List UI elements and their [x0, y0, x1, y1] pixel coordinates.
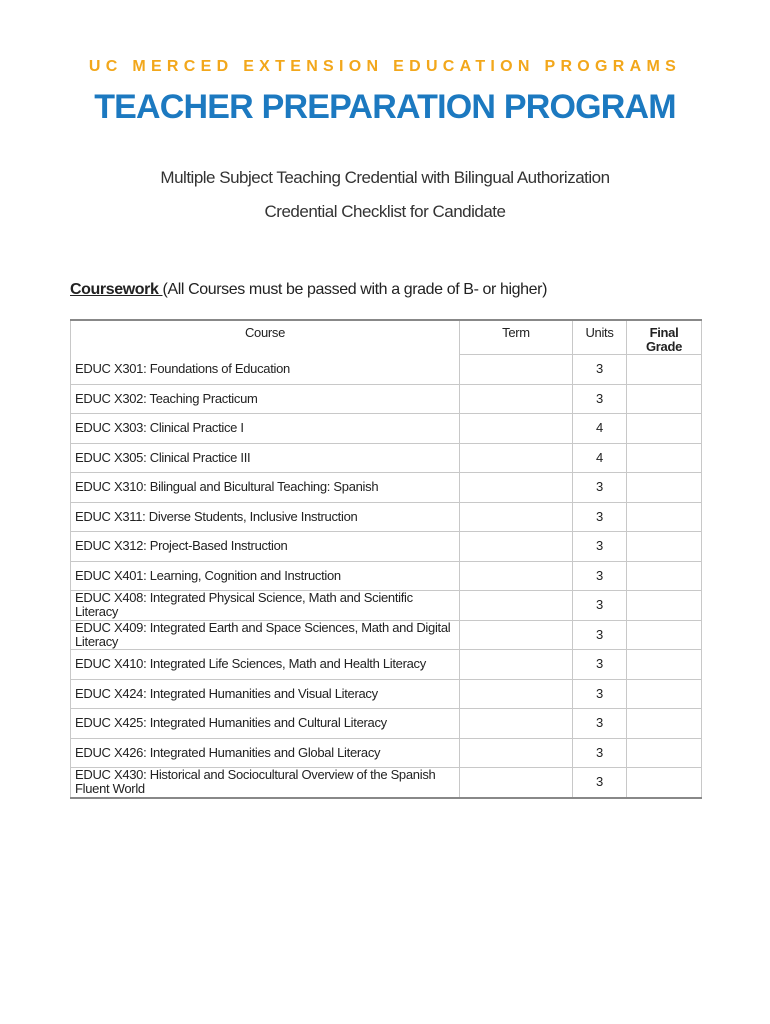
term-cell	[460, 473, 573, 503]
final-grade-cell	[627, 355, 702, 385]
course-cell: EDUC X303: Clinical Practice I	[71, 414, 460, 444]
units-cell: 4	[573, 414, 627, 444]
term-cell	[460, 768, 573, 798]
column-header-term: Term	[460, 320, 573, 355]
units-cell: 3	[573, 532, 627, 562]
course-cell: EDUC X408: Integrated Physical Science, Math and Scientific Literacy	[71, 591, 460, 621]
final-grade-cell	[627, 502, 702, 532]
units-cell: 3	[573, 709, 627, 739]
table-row	[71, 620, 702, 650]
term-cell	[460, 502, 573, 532]
table-row	[71, 679, 702, 709]
course-rows	[71, 355, 702, 798]
final-grade-cell	[627, 443, 702, 473]
units-cell: 3	[573, 738, 627, 768]
units-cell: 3	[573, 355, 627, 385]
table-row	[71, 591, 702, 621]
table-row	[71, 384, 702, 414]
term-cell	[460, 355, 573, 385]
units-cell: 3	[573, 502, 627, 532]
table-row	[71, 414, 702, 444]
final-grade-cell	[627, 532, 702, 562]
course-cell: EDUC X311: Diverse Students, Inclusive Instruction	[71, 502, 460, 532]
final-grade-cell	[627, 679, 702, 709]
units-cell: 3	[573, 591, 627, 621]
term-cell	[460, 532, 573, 562]
term-cell	[460, 650, 573, 680]
final-grade-cell	[627, 650, 702, 680]
course-cell: EDUC X312: Project-Based Instruction	[71, 532, 460, 562]
final-grade-cell	[627, 709, 702, 739]
course-checklist-table	[70, 319, 702, 799]
course-cell: EDUC X301: Foundations of Education	[71, 355, 460, 385]
units-cell: 3	[573, 768, 627, 798]
units-cell: 3	[573, 650, 627, 680]
table-row	[71, 355, 702, 385]
course-cell: EDUC X430: Historical and Sociocultural Overview of the Spanish Fluent World	[71, 768, 460, 798]
units-cell: 3	[573, 384, 627, 414]
units-cell: 3	[573, 679, 627, 709]
units-cell: 3	[573, 620, 627, 650]
units-cell: 3	[573, 473, 627, 503]
course-cell: EDUC X409: Integrated Earth and Space Sciences, Math and Digital Literacy	[71, 620, 460, 650]
term-cell	[460, 561, 573, 591]
course-cell: EDUC X426: Integrated Humanities and Global Literacy	[71, 738, 460, 768]
term-cell	[460, 620, 573, 650]
term-cell	[460, 414, 573, 444]
final-grade-cell	[627, 591, 702, 621]
final-grade-cell	[627, 473, 702, 503]
column-header-units: Units	[573, 320, 627, 355]
final-grade-cell	[627, 738, 702, 768]
table-row	[71, 738, 702, 768]
column-header-course: Course	[71, 320, 460, 355]
page-title: TEACHER PREPARATION PROGRAM	[94, 88, 676, 126]
final-grade-cell	[627, 384, 702, 414]
table-row	[71, 502, 702, 532]
table-row	[71, 443, 702, 473]
final-grade-cell	[627, 620, 702, 650]
course-cell: EDUC X310: Bilingual and Bicultural Teaching: Spanish	[71, 473, 460, 503]
final-grade-cell	[627, 561, 702, 591]
table-row	[71, 709, 702, 739]
table-row	[71, 473, 702, 503]
final-grade-cell	[627, 768, 702, 798]
term-cell	[460, 591, 573, 621]
term-cell	[460, 384, 573, 414]
final-grade-cell	[627, 414, 702, 444]
course-cell: EDUC X410: Integrated Life Sciences, Math and Health Literacy	[71, 650, 460, 680]
units-cell: 4	[573, 443, 627, 473]
term-cell	[460, 709, 573, 739]
term-cell	[460, 738, 573, 768]
table-row	[71, 561, 702, 591]
term-cell	[460, 443, 573, 473]
course-cell: EDUC X401: Learning, Cognition and Instruction	[71, 561, 460, 591]
course-cell: EDUC X305: Clinical Practice III	[71, 443, 460, 473]
coursework-label: Coursework	[70, 281, 163, 298]
program-kicker: UC MERCED EXTENSION EDUCATION PROGRAMS	[88, 58, 682, 75]
column-header-final-grade: Final Grade	[627, 320, 702, 355]
term-cell	[460, 679, 573, 709]
table-row	[71, 650, 702, 680]
units-cell: 3	[573, 561, 627, 591]
course-cell: EDUC X425: Integrated Humanities and Cultural Literacy	[71, 709, 460, 739]
table-row	[71, 532, 702, 562]
credential-subtitle: Multiple Subject Teaching Credential with Bilingual Authorization	[160, 168, 610, 187]
table-row	[71, 768, 702, 798]
coursework-note: (All Courses must be passed with a grade of B- or higher)	[162, 281, 548, 298]
checklist-subtitle: Credential Checklist for Candidate	[264, 202, 506, 221]
course-cell: EDUC X424: Integrated Humanities and Visual Literacy	[71, 679, 460, 709]
course-cell: EDUC X302: Teaching Practicum	[71, 384, 460, 414]
table-header-row	[71, 320, 702, 355]
coursework-heading	[70, 281, 547, 299]
